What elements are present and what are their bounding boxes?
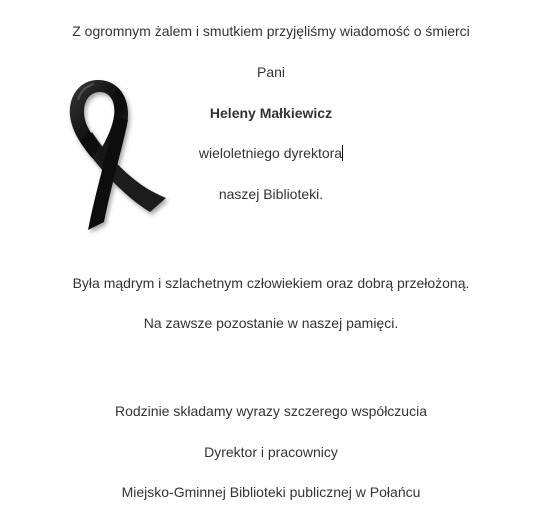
honorific-text: Pani [256, 64, 286, 80]
deceased-name: Heleny Małkiewicz [209, 105, 333, 121]
signed-by-text: Dyrektor i pracownicy [204, 444, 338, 460]
condolences-text: Rodzinie składamy wyrazy szczerego współczucia [114, 403, 427, 419]
institution-text: naszej Biblioteki. [218, 186, 324, 202]
role-text: wieloletniego dyrektora [198, 145, 343, 161]
library-name-text: Miejsko-Gminnej Biblioteki publicznej w Połańcu [121, 484, 421, 500]
role-line [0, 144, 542, 162]
tribute-text: Była mądrym i szlachetnym człowiekiem oraz dobrą przełożoną. [72, 275, 470, 291]
intro-text: Z ogromnym żalem i smutkiem przyjęliśmy wiadomość o śmierci [72, 23, 470, 39]
text-cursor [342, 145, 343, 161]
memory-text: Na zawsze pozostanie w naszej pamięci. [143, 315, 399, 331]
